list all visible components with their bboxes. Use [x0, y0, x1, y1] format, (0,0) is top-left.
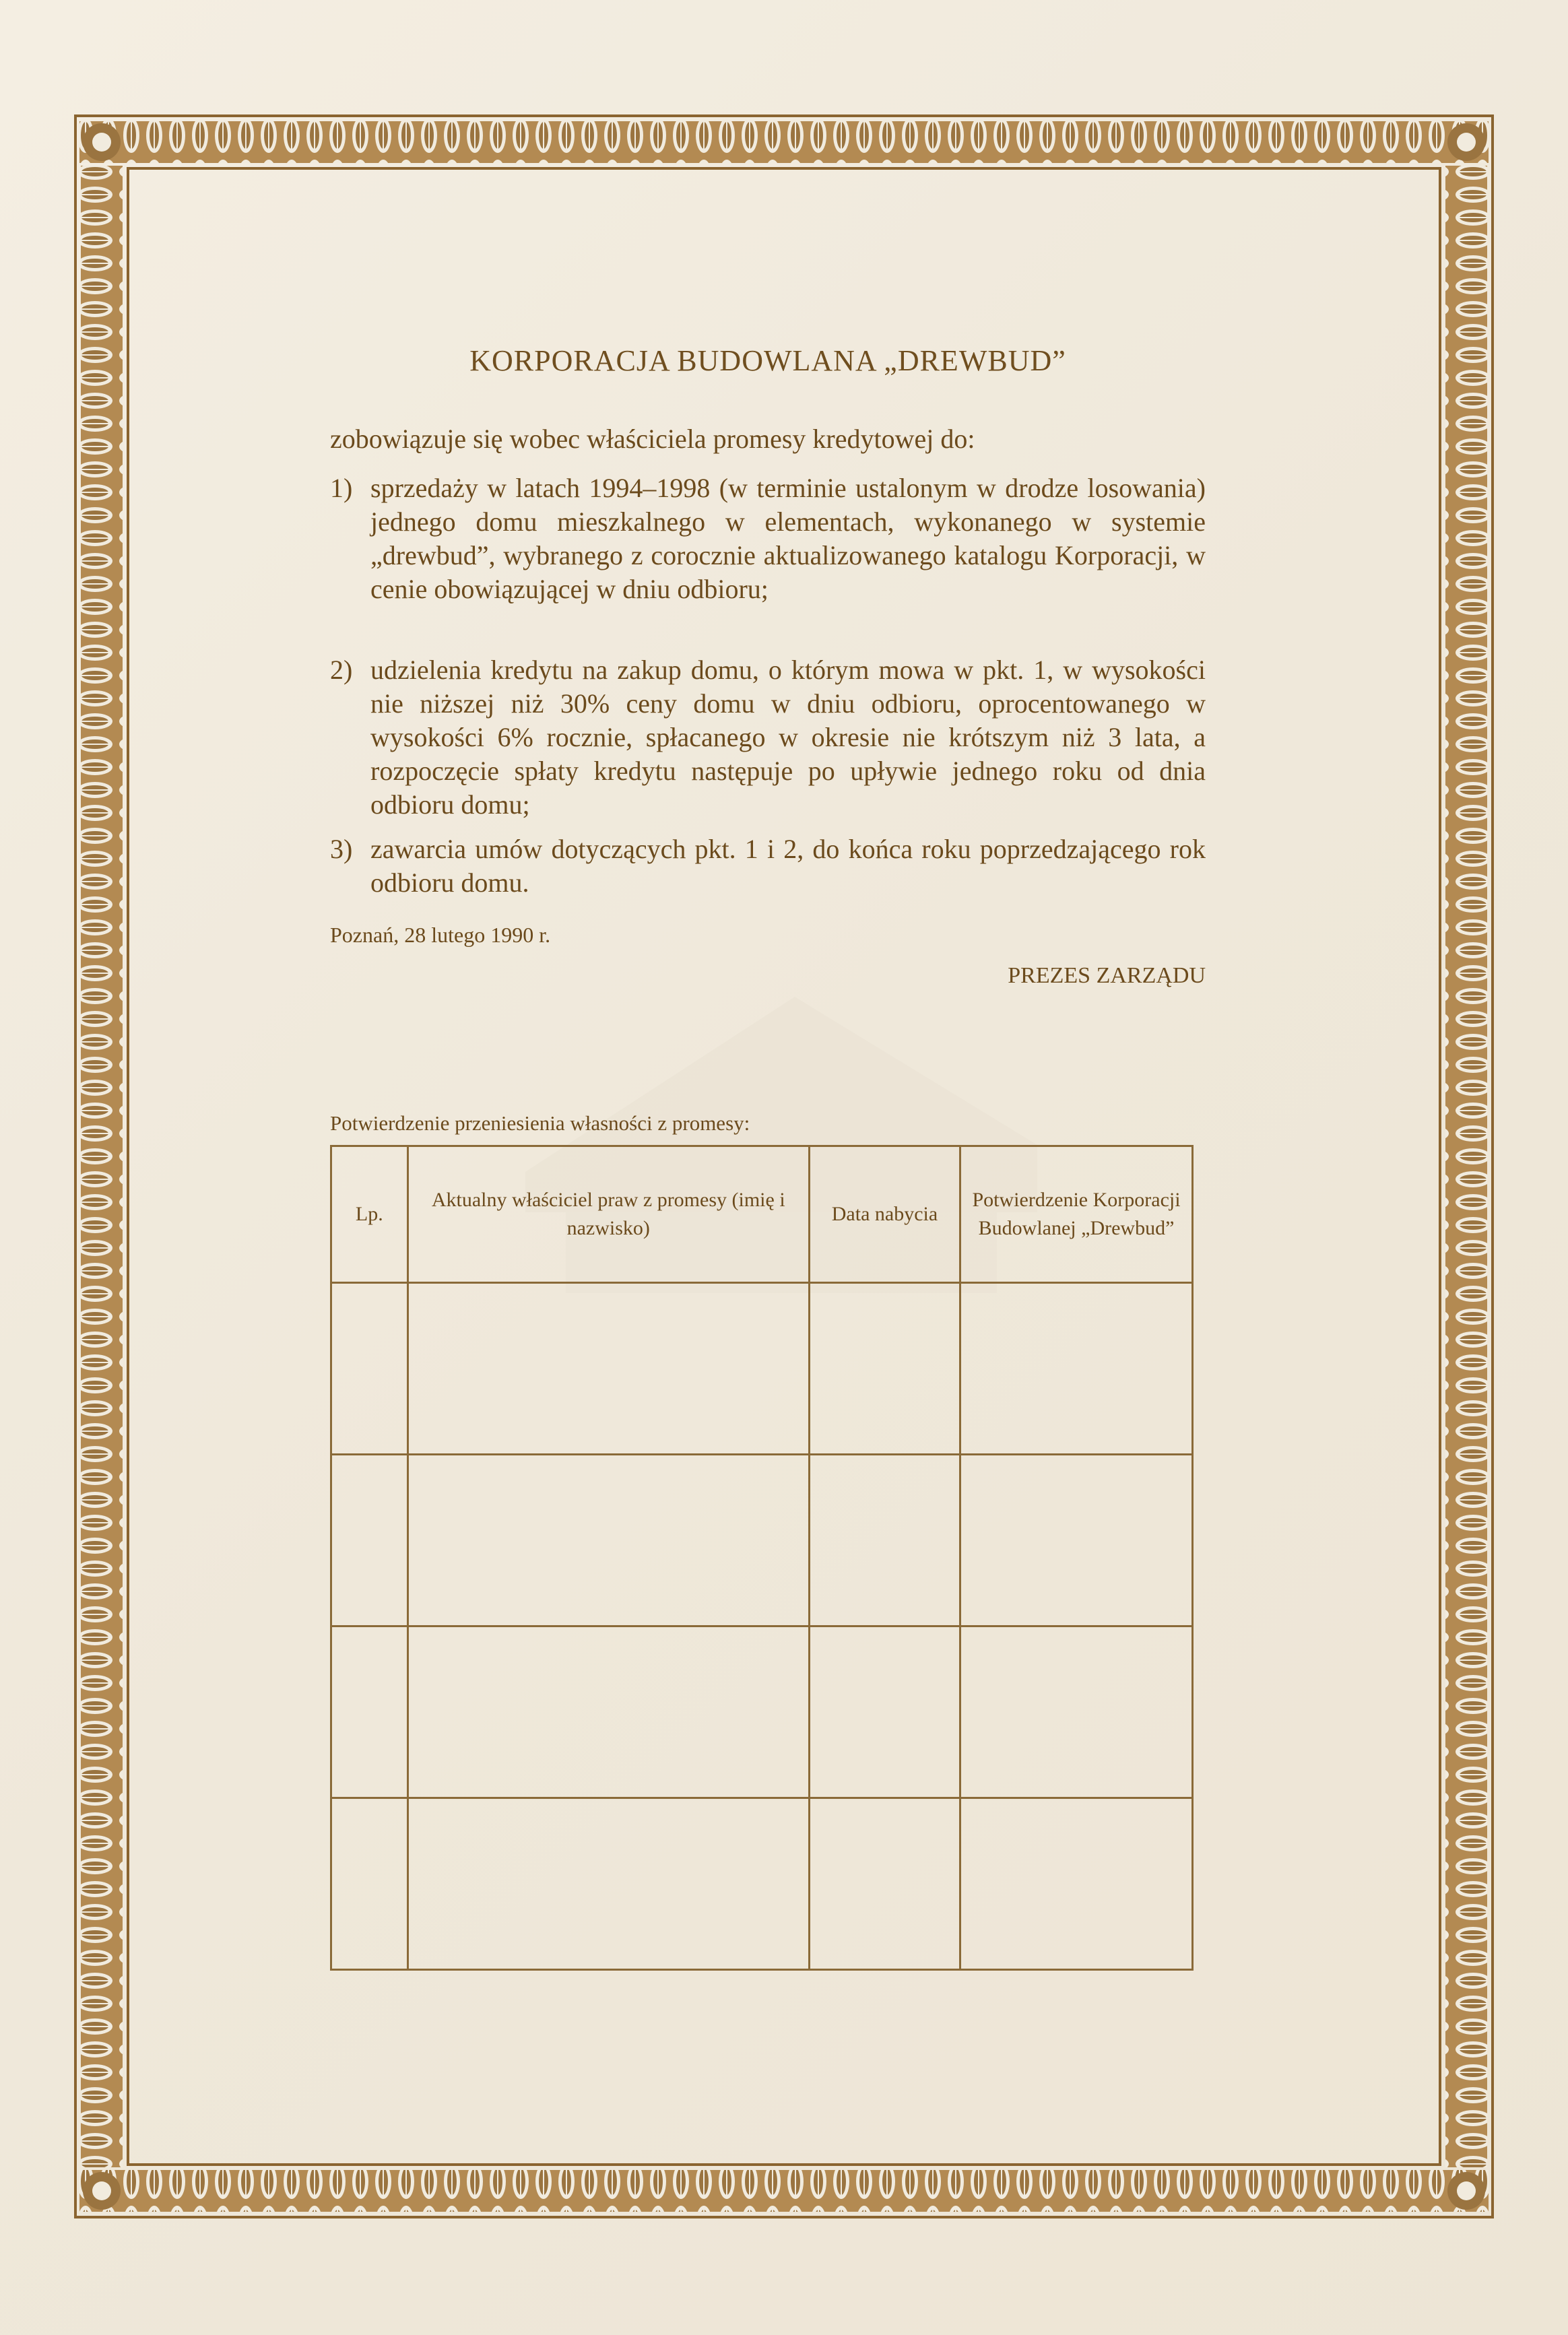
clause-number: 1): [330, 473, 353, 503]
document-heading: KORPORACJA BUDOWLANA „DREWBUD”: [469, 344, 1066, 377]
cell-owner: [407, 1283, 809, 1455]
table-header-row: [331, 1146, 1193, 1283]
cell-owner: [407, 1798, 809, 1970]
cell-date: [809, 1455, 960, 1626]
table-row: [331, 1626, 1193, 1798]
intro-text: zobowiązuje się wobec właściciela promesy kredytowej do:: [330, 424, 975, 454]
cell-date: [809, 1283, 960, 1455]
cell-owner: [407, 1455, 809, 1626]
cell-owner: [407, 1626, 809, 1798]
header-owner: Aktualny właściciel praw z promesy (imię i nazwisko): [407, 1146, 809, 1283]
cell-date: [809, 1626, 960, 1798]
cell-lp: [331, 1626, 408, 1798]
header-date: Data nabycia: [809, 1146, 960, 1283]
cell-lp: [331, 1283, 408, 1455]
cell-confirmation: [960, 1283, 1193, 1455]
clause-number: 2): [330, 655, 353, 685]
header-confirmation: Potwierdzenie Korporacji Budowlanej „Drewbud”: [960, 1146, 1193, 1283]
signature-title: PREZES ZARZĄDU: [1008, 963, 1206, 988]
table-row: [331, 1455, 1193, 1626]
cell-lp: [331, 1798, 408, 1970]
table-row: [331, 1798, 1193, 1970]
clause-number: 3): [330, 834, 353, 864]
table-caption: Potwierdzenie przeniesienia własności z promesy:: [330, 1111, 750, 1135]
cell-confirmation: [960, 1455, 1193, 1626]
cell-date: [809, 1798, 960, 1970]
clause-text: zawarcia umów dotyczących pkt. 1 i 2, do końca roku poprzedzającego rok odbioru domu.: [370, 834, 1206, 898]
header-lp: Lp.: [331, 1146, 408, 1283]
cell-lp: [331, 1455, 408, 1626]
place-and-date: Poznań, 28 lutego 1990 r.: [330, 923, 551, 947]
cell-confirmation: [960, 1798, 1193, 1970]
clause-text: udzielenia kredytu na zakup domu, o którym mowa w pkt. 1, w wysokości nie niższej niż 30% ceny domu w dniu odbioru, oprocentowanego w wysokości 6% rocznie, spłacanego w okresie nie krótszym niż 3 lata, a rozpoczęcie spłaty kredytu następuje po upływie jednego roku od dnia odbioru domu;: [370, 655, 1206, 820]
ownership-transfer-table: [330, 1145, 1194, 1971]
cell-confirmation: [960, 1626, 1193, 1798]
table-row: [331, 1283, 1193, 1455]
clause-text: sprzedaży w latach 1994–1998 (w terminie ustalonym w drodze losowania) jednego domu mieszkalnego w elementach, wykonanego w systemie „drewbud”, wybranego z corocznie aktualizowanego katalogu Korporacji, w cenie obowiązującej w dniu odbioru;: [370, 473, 1206, 604]
